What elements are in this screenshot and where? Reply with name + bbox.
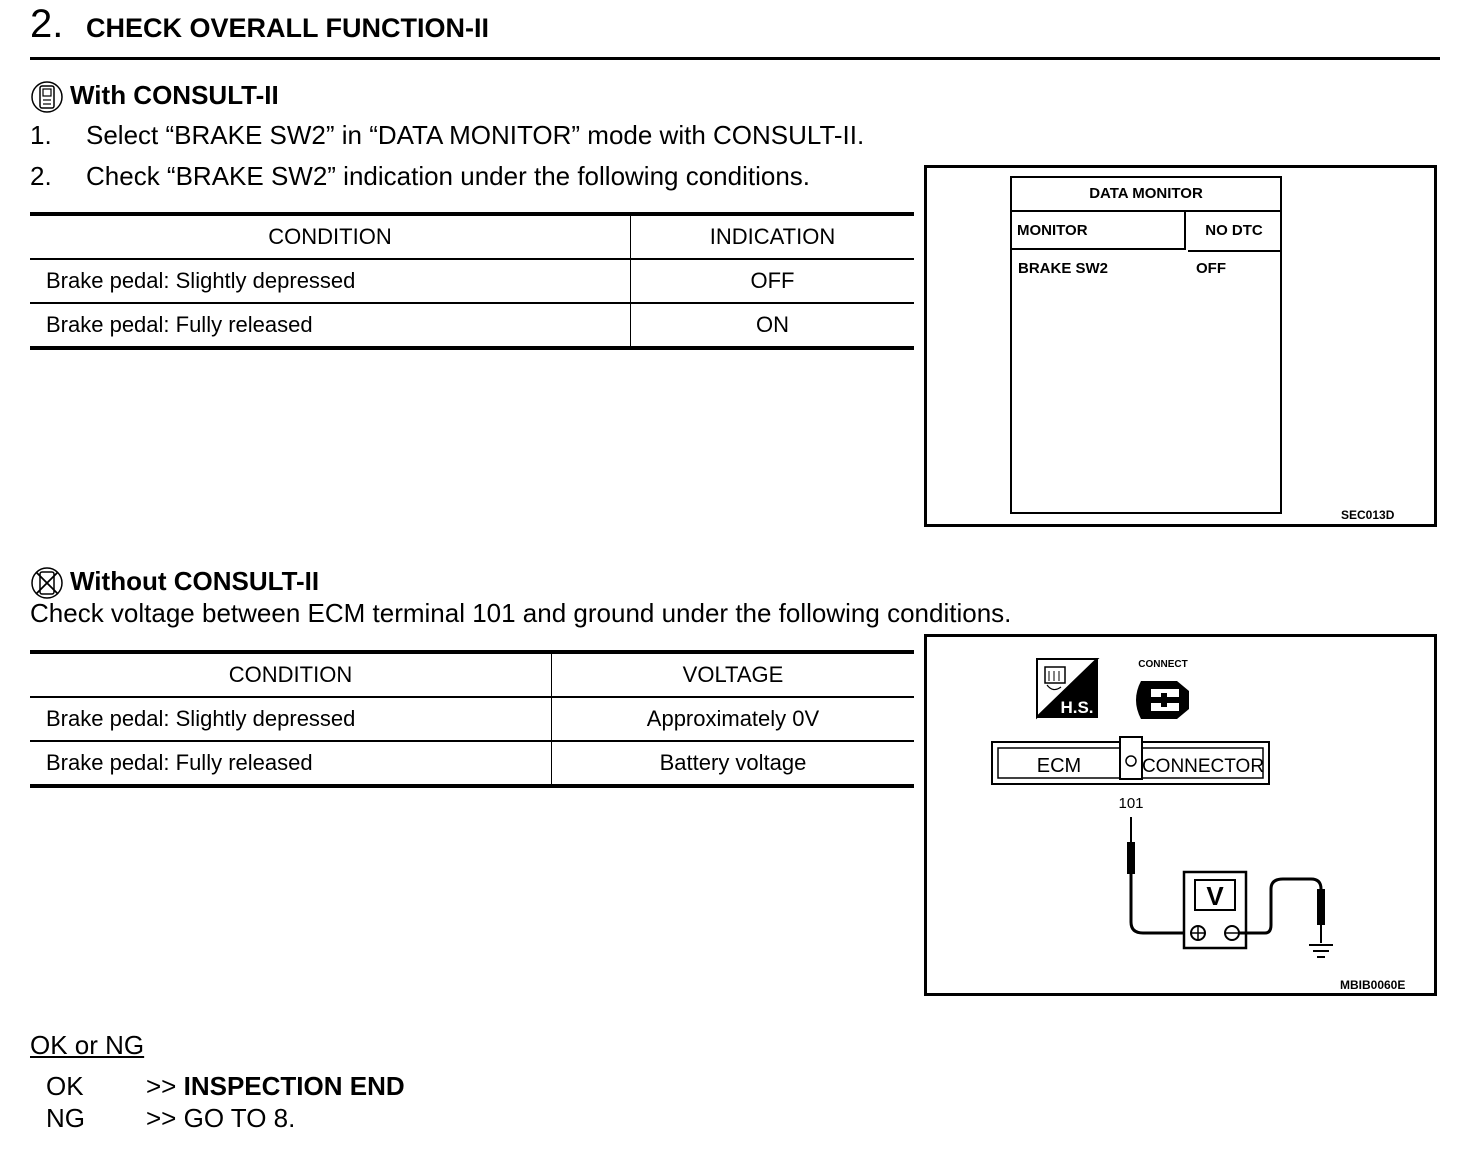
- negative-probe: [1239, 879, 1325, 943]
- step-2-text: Check “BRAKE SW2” indication under the following conditions.: [86, 161, 811, 191]
- hs-label: H.S.: [1060, 698, 1094, 717]
- no-consult-tool-icon: [30, 566, 64, 600]
- step-number: 2.: [30, 2, 64, 46]
- table-row: [30, 259, 914, 303]
- table-cell-indication: OFF: [631, 259, 915, 303]
- step-title: CHECK OVERALL FUNCTION-II: [86, 13, 489, 43]
- connector-label: CONNECTOR: [1141, 756, 1265, 777]
- result-ok-text: INSPECTION END: [183, 1071, 405, 1101]
- terminal-number: 101: [1118, 795, 1144, 812]
- step-2-number: 2.: [30, 161, 52, 191]
- indication-table: [30, 212, 914, 350]
- monitor-status-label: NO DTC: [1188, 212, 1280, 252]
- monitor-column-label: MONITOR: [1012, 212, 1186, 250]
- consult-tool-icon: [30, 80, 64, 114]
- table-cell-condition: Brake pedal: Slightly depressed: [30, 259, 631, 303]
- step-1-number: 1.: [30, 120, 52, 150]
- table-row: [30, 697, 914, 741]
- result-label: OK or NG: [30, 1030, 145, 1060]
- ground-icon: [1309, 945, 1333, 957]
- connector-connect-icon: [1136, 681, 1189, 719]
- table-cell-condition: Brake pedal: Fully released: [30, 303, 631, 348]
- data-monitor-screen: [1010, 176, 1282, 514]
- table-header-condition: CONDITION: [30, 214, 631, 259]
- result-ng-key: NG: [46, 1103, 85, 1133]
- result-ok-key: OK: [46, 1071, 84, 1101]
- with-consult-heading: With CONSULT-II: [70, 80, 279, 110]
- without-consult-text: Check voltage between ECM terminal 101 and ground under the following conditions.: [30, 598, 1012, 628]
- table-cell-condition: Brake pedal: Slightly depressed: [30, 697, 552, 741]
- monitor-item-value: OFF: [1196, 260, 1226, 277]
- ecm-label: ECM: [1036, 755, 1082, 777]
- table-cell-voltage: Approximately 0V: [552, 697, 915, 741]
- figure-code: SEC013D: [1341, 508, 1395, 522]
- table-row: [30, 303, 914, 348]
- monitor-screen-title: DATA MONITOR: [1012, 178, 1280, 212]
- header-rule: [30, 57, 1440, 60]
- table-header-condition: CONDITION: [30, 652, 552, 697]
- positive-probe: [1127, 817, 1189, 933]
- table-cell-voltage: Battery voltage: [552, 741, 915, 786]
- table-header-indication: INDICATION: [631, 214, 915, 259]
- connect-label: CONNECT: [1138, 659, 1188, 670]
- result-ok-action: [146, 1071, 405, 1101]
- result-ok-prefix: >>: [146, 1071, 177, 1101]
- result-ng-text: GO TO 8.: [183, 1103, 296, 1133]
- monitor-item-name: BRAKE SW2: [1018, 260, 1109, 277]
- table-row: [30, 741, 914, 786]
- result-ng-action: [146, 1103, 295, 1133]
- table-header-voltage: VOLTAGE: [552, 652, 915, 697]
- table-cell-indication: ON: [631, 303, 915, 348]
- figure-code: MBIB0060E: [1340, 978, 1406, 992]
- without-consult-heading: Without CONSULT-II: [70, 566, 320, 596]
- voltage-table: [30, 650, 914, 788]
- table-cell-condition: Brake pedal: Fully released: [30, 741, 552, 786]
- step-1-text: Select “BRAKE SW2” in “DATA MONITOR” mode with CONSULT-II.: [86, 120, 865, 150]
- result-ng-prefix: >>: [146, 1103, 177, 1133]
- meter-label: V: [1206, 881, 1224, 911]
- voltage-check-diagram: [927, 637, 1434, 993]
